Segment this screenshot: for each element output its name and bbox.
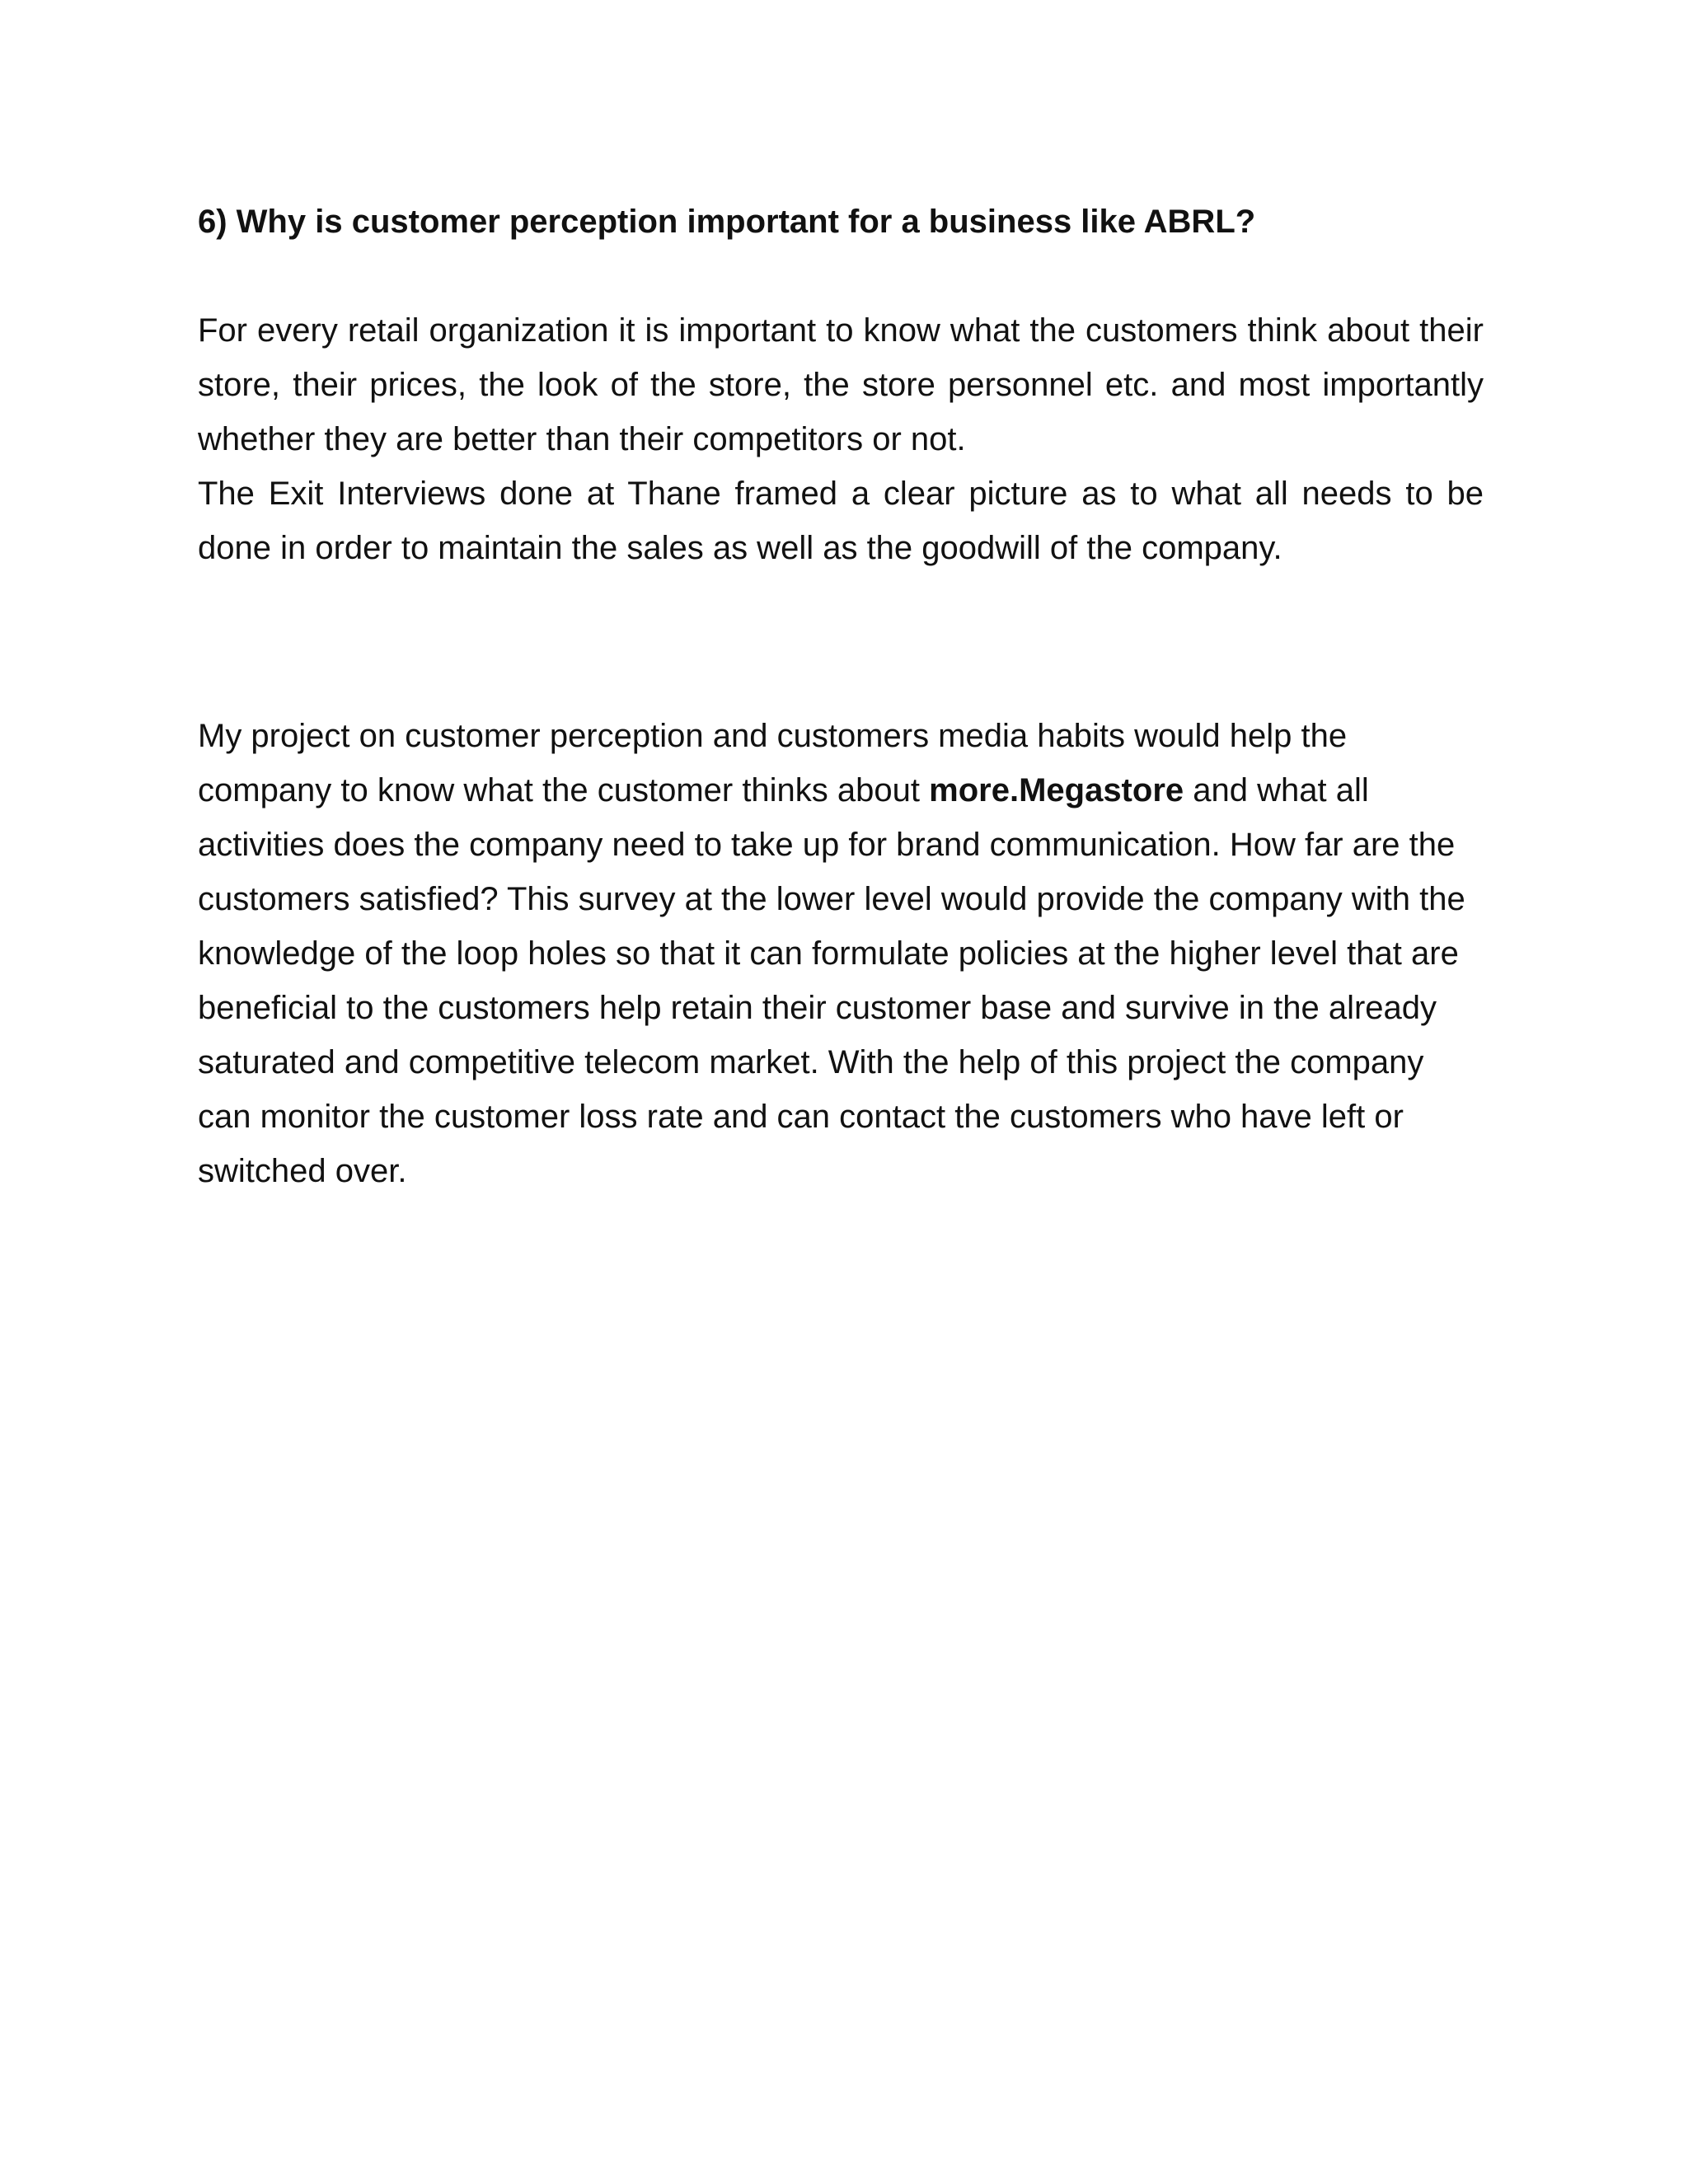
paragraph-1-sentence-1: For every retail organization it is important to know what the customers think about their store, their prices, the look of the store, the store personnel etc. and most importantly whether they are better than their competitors or not.	[198, 312, 1484, 457]
paragraph-1-sentence-2: The Exit Interviews done at Thane framed a clear picture as to what all needs to be done in order to maintain the sales as well as the goodwill of the company.	[198, 476, 1484, 566]
brand-name-bold: more.Megastore	[929, 772, 1184, 808]
paragraph-2-text-start: My project on customer perception and customers media habits would help the company to know what the customer thinks about	[198, 718, 1348, 808]
answer-paragraph-2	[198, 709, 1484, 1198]
paragraph-2-text-end: and what all activities does the company need to take up for brand communication. How far are the customers satisfied? This survey at the lower level would provide the company with the knowledge of the loop holes so that it can formulate policies at the higher level that are beneficial to the customers help retain their customer base and survive in the already saturated and competitive telecom market. With the help of this project the company can monitor the customer loss rate and can contact the customers who have left or switched over.	[198, 772, 1465, 1189]
answer-paragraph-1	[198, 303, 1484, 575]
question-heading: 6) Why is customer perception important for a business like ABRL?	[198, 204, 1256, 240]
